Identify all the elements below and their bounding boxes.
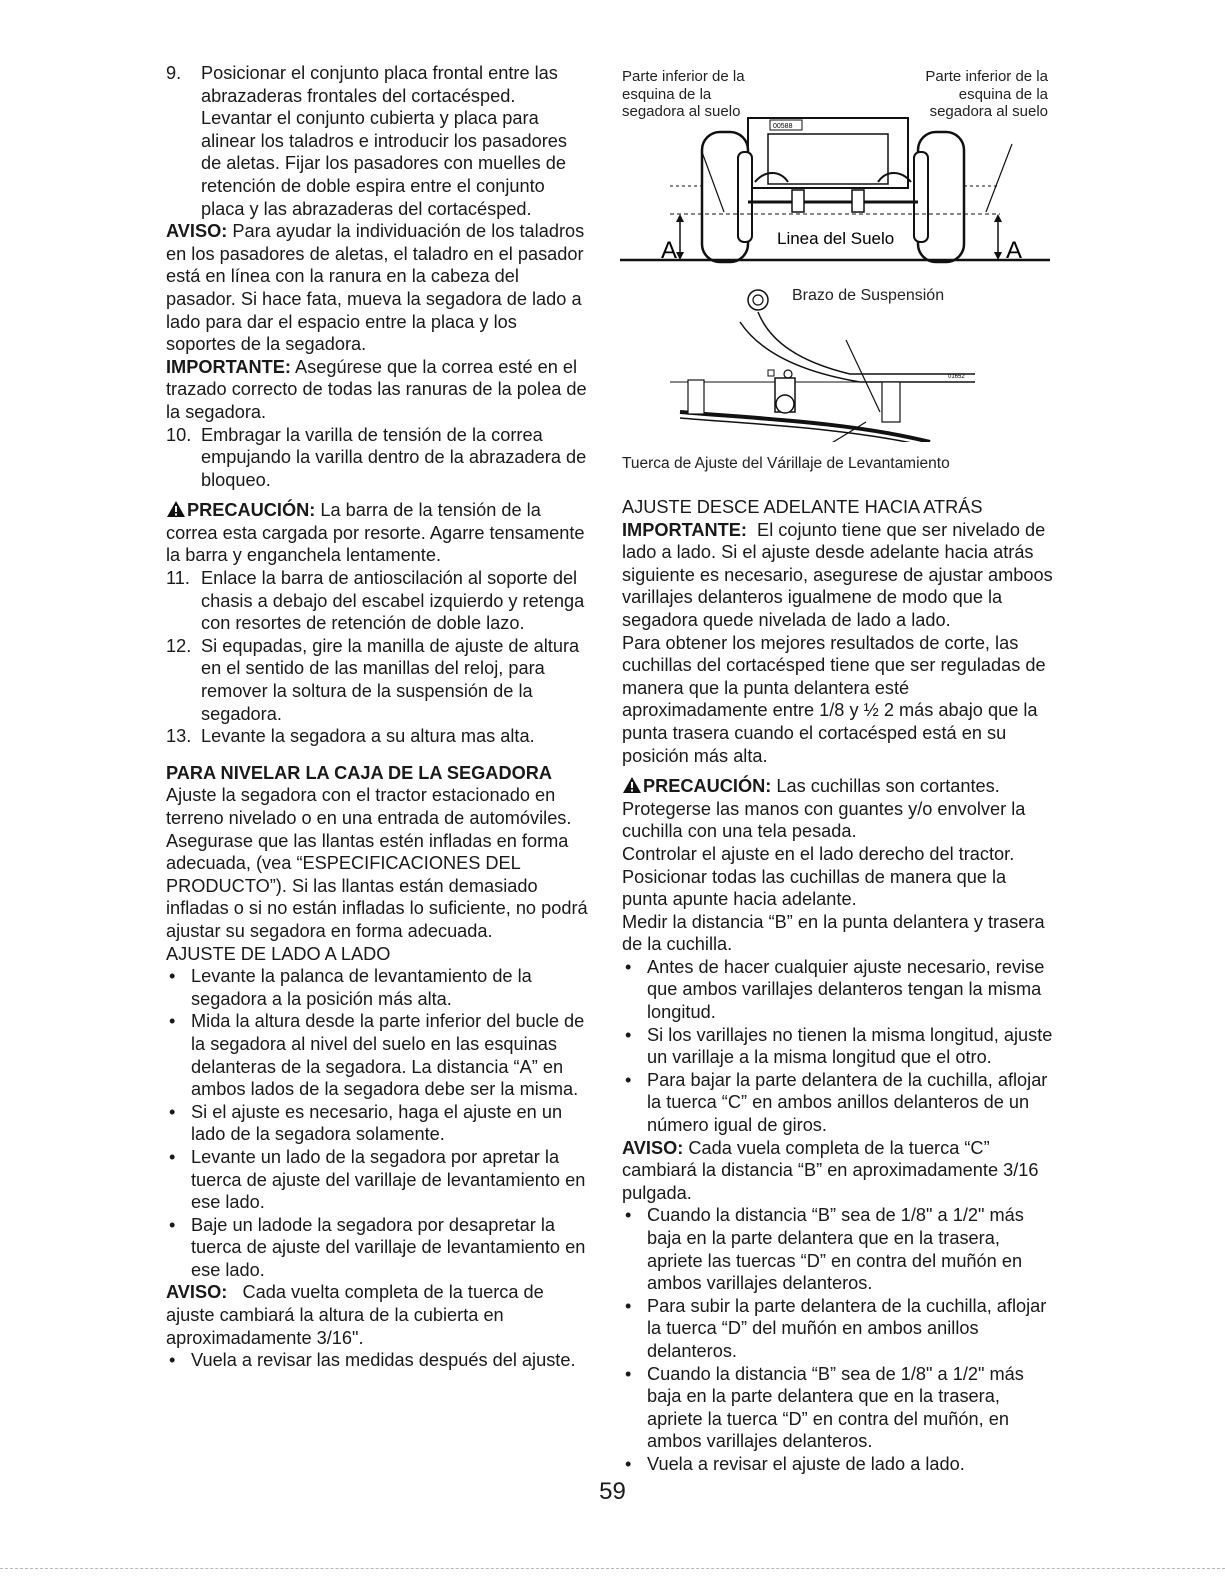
marker-a-right: A: [1006, 237, 1023, 264]
step-10: [166, 424, 590, 492]
notice-label: AVISO:: [622, 1137, 684, 1158]
caution-label: PRECAUCIÓN:: [187, 500, 316, 521]
step-number: 11.: [166, 568, 190, 589]
intro-paragraph: Ajuste la segadora con el tractor estacionado en terreno nivelado o en una entrada de automóviles. Asegurase que las llantas estén infladas en forma adecuada, (vea “ESPECIFICACIONES DEL PRODUCTO”). Si las llantas están demasiado infladas o si no están infladas lo suficiente, no podrá ajustar su segadora en forma adecuada.: [166, 785, 588, 941]
caution-label: PRECAUCIÓN:: [643, 776, 772, 797]
bullet-item: • Mida la altura desde la parte inferior del bucle de la segadora al nivel del suelo en las esquinas delanteras de la segadora. La distancia “A” en ambos lados de la segadora debe ser la misma.: [169, 1011, 585, 1100]
body-paragraph: Para obtener los mejores resultados de corte, las cuchillas del cortacésped tiene que ser reguladas de manera que la punta delantera esté aproximadamente entre 1/8 y ½ 2 más abajo que la punta trasera cuando el cortacésped está en su posición más alta.: [622, 632, 1046, 766]
suspension-arm-label: Brazo de Suspensión: [792, 287, 945, 304]
bullet-text: Cuando la distancia “B” sea de 1/8" a 1/2" más baja en la parte delantera que en la trasera, apriete la tuerca “D” en contra del muñón, en ambos varillajes delanteros.: [647, 1363, 1024, 1452]
bullet-item: • Para subir la parte delantera de la cuchilla, aflojar la tuerca “D” del muñón en ambos anillos delanteros.: [625, 1295, 1047, 1361]
subsection-heading: AJUSTE DE LADO A LADO: [166, 943, 391, 964]
step-text: Levante la segadora a su altura mas alta.: [201, 726, 535, 747]
section-heading: PARA NIVELAR LA CAJA DE LA SEGADORA: [166, 762, 552, 783]
suspension-arm-drawing: [650, 282, 980, 442]
bullet-text: Baje un ladode la segadora por desapretar la tuerca de ajuste del varillaje de levantamiento en ese lado.: [191, 1214, 586, 1280]
bullet-text: Cuando la distancia “B” sea de 1/8" a 1/2" más baja en la parte delantera que en la trasera, apriete las tuercas “D” en contra del muñón en ambos varillajes delanteros.: [647, 1205, 1024, 1294]
section-heading: AJUSTE DESCE ADELANTE HACIA ATRÁS: [622, 497, 983, 517]
bullet-text: Antes de hacer cualquier ajuste necesario, revise que ambos varillajes delanteros tengan la misma longitud.: [647, 956, 1045, 1023]
notice-text: Para ayudar la individuación de los taladros en los pasadores de aletas, el taladro en el pasador está en línea con la ranura en la cabeza del pasador. Si hace fata, mueva la segadora de lado a lado para dar el espacio entre la placa y los soportes de la segadora.: [166, 221, 585, 355]
part-code: 01652: [948, 374, 965, 380]
step-number: 12.: [166, 635, 192, 656]
warning-triangle-icon: [622, 776, 642, 794]
notice-paragraph: [166, 220, 590, 356]
notice-label: AVISO:: [166, 221, 228, 242]
caution-text: Las cuchillas son cortantes. Protegerse las manos con guantes y/o envolver la cuchilla con una tela pesada.: [622, 776, 1026, 842]
part-code: 00588: [773, 123, 793, 130]
marker-a-left: A: [661, 237, 678, 264]
bullet-item: • Cuando la distancia “B” sea de 1/8" a 1/2" más baja en la parte delantera que en la trasera, apriete las tuercas “D” en contra del muñón en ambos varillajes delanteros.: [625, 1205, 1024, 1294]
suspension-arm-figure: [650, 282, 980, 442]
bullet-item: • Si los varillajes no tienen la misma longitud, ajuste un varillaje a la misma longitud que el otro.: [625, 1024, 1053, 1068]
left-column: [166, 62, 590, 1372]
bullet-text: Levante un lado de la segadora por apretar la tuerca de ajuste del varillaje de levantamiento en ese lado.: [191, 1146, 586, 1213]
notice-paragraph: [166, 1281, 590, 1349]
caution-paragraph: [622, 775, 1054, 843]
body-paragraph: Controlar el ajuste en el lado derecho del tractor. Posicionar todas las cuchillas de manera que la punta apunte hacia adelante.: [622, 843, 1015, 910]
caution-paragraph: [166, 499, 590, 567]
page-number: 59: [599, 1478, 626, 1505]
notice-text: Cada vuela completa de la tuerca “C” cambiará la distancia “B” en aproximadamente 3/16 pulgada.: [622, 1137, 1039, 1203]
important-paragraph: [622, 519, 1058, 632]
step-11: [166, 567, 590, 635]
important-label: IMPORTANTE:: [166, 356, 291, 377]
bullet-text: Para subir la parte delantera de la cuchilla, aflojar la tuerca “D” del muñón en ambos anillos delanteros.: [647, 1295, 1047, 1361]
bullet-item: • Si el ajuste es necesario, haga el ajuste en un lado de la segadora solamente.: [169, 1101, 563, 1145]
important-text: El cojunto tiene que ser nivelado de lado a lado. Si el ajuste desde adelante hacia atrás siguiente es necesario, asegurese de ajustar amboos varillajes delanteros igualmene de modo que la segadora quede nivelada de lado a lado.: [622, 519, 1058, 630]
bullet-item: • Levante la palanca de levantamiento de la segadora a la posición más alta.: [169, 966, 532, 1009]
deck-level-figure: [620, 62, 1050, 272]
notice-label: AVISO:: [166, 1282, 228, 1303]
caution-text: La barra de la tensión de la correa esta cargada por resorte. Agarre tensamente la barra y enganchela lentamente.: [166, 500, 585, 566]
bullet-text: Mida la altura desde la parte inferior del bucle de la segadora al nivel del suelo en las esquinas delanteras de la segadora. La distancia “A” en ambos lados de la segadora debe ser la misma.: [191, 1011, 585, 1100]
bullet-text: Vuela a revisar el ajuste de lado a lado.: [647, 1453, 965, 1474]
right-column: [622, 496, 1058, 1476]
step-number: 13.: [166, 726, 192, 747]
bullet-item: • Baje un ladode la segadora por desapretar la tuerca de ajuste del varillaje de levantamiento en ese lado.: [169, 1214, 586, 1280]
step-number: 10.: [166, 424, 192, 445]
bottom-divider: [0, 1568, 1225, 1569]
bullet-text: Si el ajuste es necesario, haga el ajuste en un lado de la segadora solamente.: [191, 1101, 563, 1145]
bullet-item: • Antes de hacer cualquier ajuste necesario, revise que ambos varillajes delanteros tengan la misma longitud.: [625, 956, 1045, 1023]
bullet-item: • Vuela a revisar las medidas después del ajuste.: [169, 1350, 576, 1371]
bullet-item: • Levante un lado de la segadora por apretar la tuerca de ajuste del varillaje de levantamiento en ese lado.: [169, 1146, 586, 1213]
important-paragraph: [166, 356, 590, 424]
notice-text: Cada vuelta completa de la tuerca de ajuste cambiará la altura de la cubierta en aproximadamente 3/16".: [166, 1282, 549, 1348]
notice-paragraph: [622, 1137, 1054, 1205]
warning-triangle-icon: [166, 500, 186, 518]
ground-line-label: Linea del Suelo: [777, 229, 895, 248]
step-text: Posicionar el conjunto placa frontal entre las abrazaderas frontales del cortacésped. Levantar el conjunto cubierta y placa para alinear los taladros e introducir los pasadores de aletas. Fijar los pasadores con muelles de retención de doble espira entre el conjunto placa y las abrazaderas del cortacésped.: [201, 63, 567, 219]
corner-label-right: Parte inferior de la esquina de la segadora al suelo: [925, 68, 1048, 120]
step-number: 9.: [166, 63, 182, 83]
bullet-text: Levante la palanca de levantamiento de la segadora a la posición más alta.: [191, 966, 532, 1009]
bullet-item: • Para bajar la parte delantera de la cuchilla, aflojar la tuerca “C” en ambos anillos delanteros de un número igual de giros.: [625, 1069, 1048, 1136]
corner-label-left: Parte inferior de la esquina de la segadora al suelo: [622, 68, 745, 120]
bullet-item: • Cuando la distancia “B” sea de 1/8" a 1/2" más baja en la parte delantera que en la trasera, apriete la tuerca “D” en contra del muñón, en ambos varillajes delanteros.: [625, 1363, 1024, 1452]
step-12: [166, 635, 590, 725]
body-paragraph: Medir la distancia “B” en la punta delantera y trasera de la cuchilla.: [622, 911, 1045, 955]
bullet-text: Para bajar la parte delantera de la cuchilla, aflojar la tuerca “C” en ambos anillos delanteros de un número igual de giros.: [647, 1069, 1048, 1136]
step-13: [166, 725, 590, 748]
step-text: Embragar la varilla de tensión de la correa empujando la varilla dentro de la abrazadera de bloqueo.: [201, 424, 587, 490]
step-text: Si equpadas, gire la manilla de ajuste de altura en el sentido de las manillas del reloj, para remover la soltura de la suspensión de la segadora.: [201, 635, 580, 724]
important-label: IMPORTANTE:: [622, 519, 747, 540]
bullet-item: • Vuela a revisar el ajuste de lado a lado.: [625, 1453, 965, 1474]
step-text: Enlace la barra de antioscilación al soporte del chasis a debajo del escabel izquierdo y retenga con resortes de retención de doble lazo.: [201, 568, 585, 634]
figure-caption: Tuerca de Ajuste del Várillaje de Levantamiento: [622, 455, 950, 472]
step-9: [166, 62, 590, 220]
bullet-text: Si los varillajes no tienen la misma longitud, ajuste un varillaje a la misma longitud que el otro.: [647, 1024, 1053, 1068]
important-text: Asegúrese que la correa esté en el trazado correcto de todas las ranuras de la polea de la segadora.: [166, 356, 587, 422]
bullet-text: Vuela a revisar las medidas después del ajuste.: [191, 1350, 576, 1371]
